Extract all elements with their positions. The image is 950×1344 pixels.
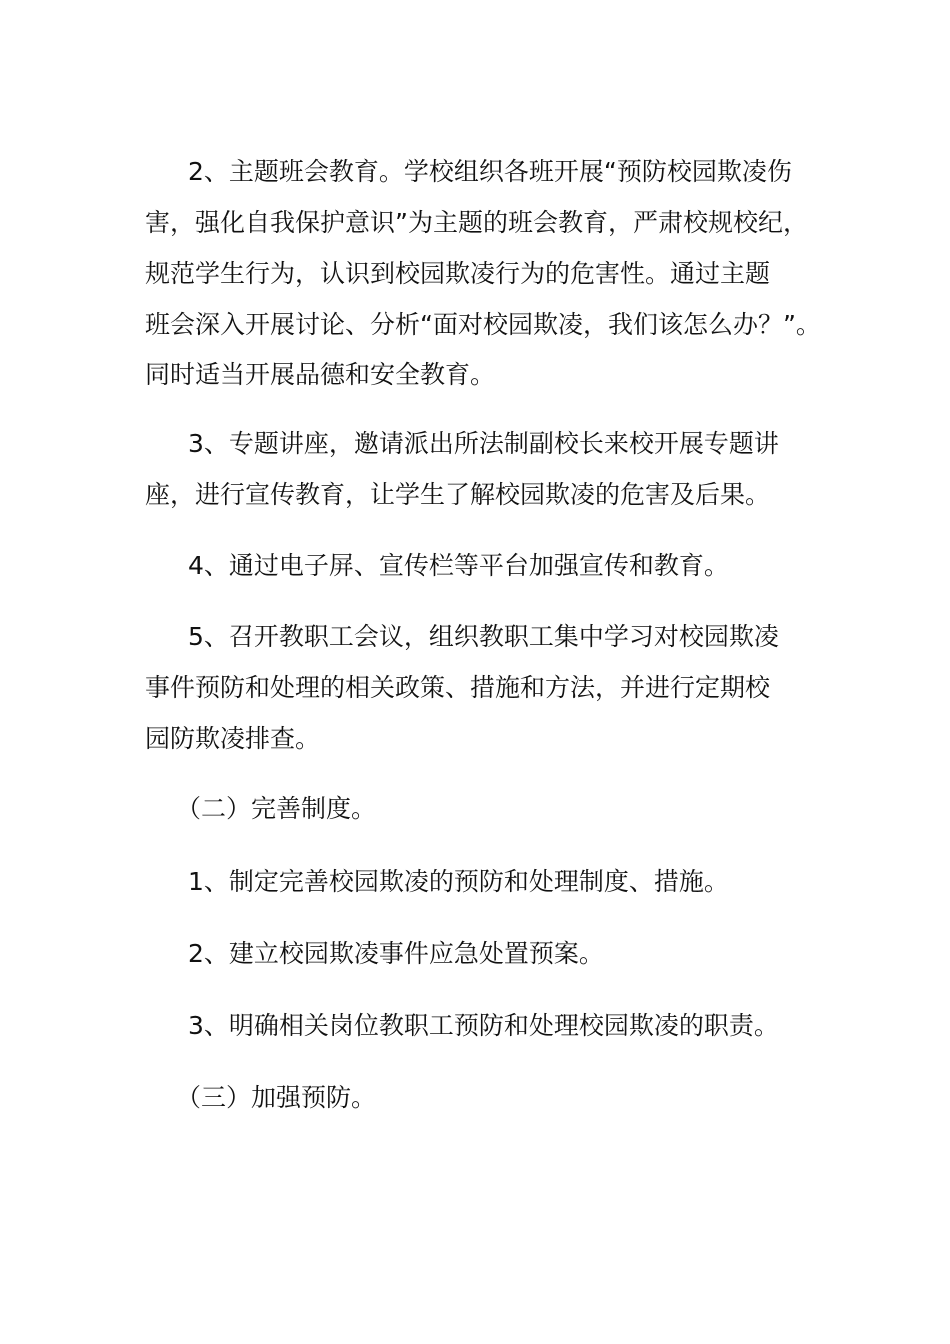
paragraph-3-line-1: 3、专题讲座，邀请派出所法制副校长来校开展专题讲 (188, 429, 779, 458)
paragraph-5-line-2: 事件预防和处理的相关政策、措施和方法，并进行定期校 (145, 673, 771, 702)
paragraph-2-line-1: 2、主题班会教育。学校组织各班开展“预防校园欺凌伤 (188, 157, 792, 186)
section-heading-3: （三）加强预防。 (176, 1083, 377, 1112)
paragraph-5-line-3: 园防欺凌排查。 (145, 724, 321, 753)
measure-2: 2、建立校园欺凌事件应急处置预案。 (188, 939, 604, 968)
paragraph-2-line-5: 同时适当开展品德和安全教育。 (145, 360, 496, 389)
section-heading-2: （二）完善制度。 (176, 794, 377, 823)
paragraph-5-line-1: 5、召开教职工会议，组织教职工集中学习对校园欺凌 (188, 622, 779, 651)
paragraph-2-line-4: 班会深入开展讨论、分析“面对校园欺凌，我们该怎么办？”。 (145, 310, 821, 339)
measure-1: 1、制定完善校园欺凌的预防和处理制度、措施。 (188, 867, 729, 896)
paragraph-3-line-2: 座，进行宣传教育，让学生了解校园欺凌的危害及后果。 (145, 480, 771, 509)
measure-3: 3、明确相关岗位教职工预防和处理校园欺凌的职责。 (188, 1011, 779, 1040)
paragraph-4-line-1: 4、通过电子屏、宣传栏等平台加强宣传和教育。 (188, 551, 729, 580)
paragraph-2-line-2: 害，强化自我保护意识”为主题的班会教育，严肃校规校纪， (145, 208, 808, 237)
paragraph-2-line-3: 规范学生行为，认识到校园欺凌行为的危害性。通过主题 (145, 259, 771, 288)
